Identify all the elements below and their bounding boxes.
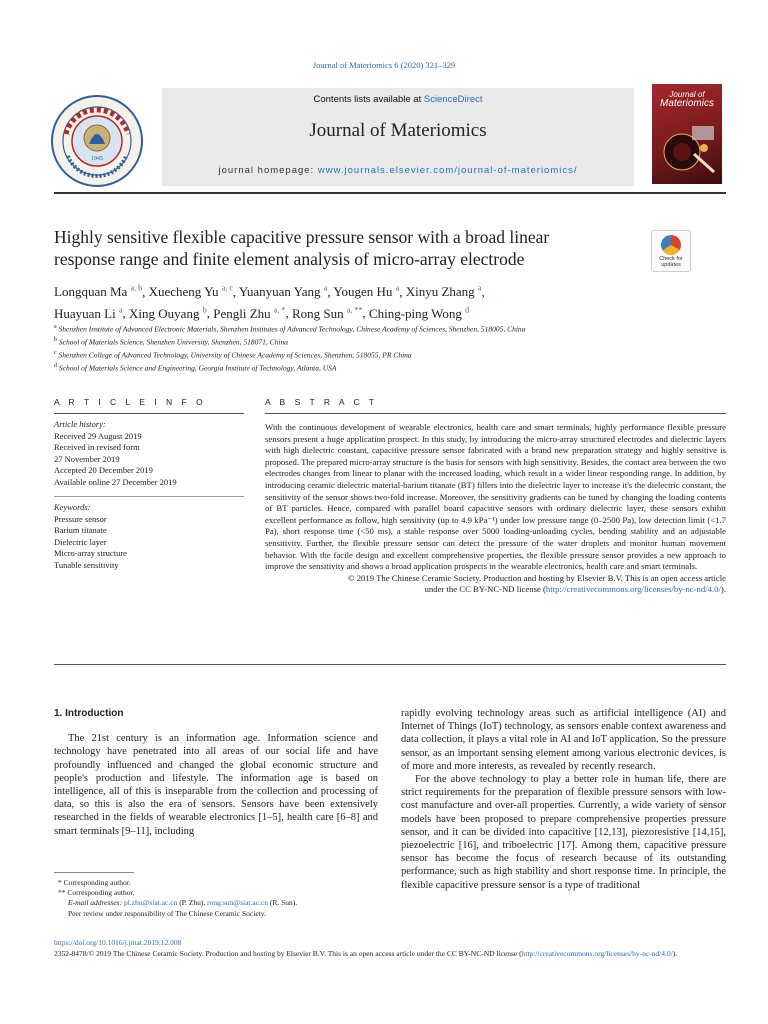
intro-paragraph: For the above technology to play a better role in human life, there are strict requirements for the preparation of flexible pressure sensors with low-cost manufacture and over-all properties. Currently, a wide variety of sensor models have been proposed to prepare comprehensive properties pressure sensor, and it can be divided into capacitive [12,13], piezoresistive [14,15], piezoelectric [16], and triboelectric [17]. Among them, capacitive pressure sensor has become the focus of research because of its outstanding performance, such as high stability and short response time. In principle, the flexible capacitive pressure sensor is a type of traditional — [401, 774, 726, 891]
journal-title: Journal of Materiomics — [309, 120, 487, 141]
article-info-heading: A R T I C L E I N F O — [54, 397, 207, 407]
author[interactable]: Xing Ouyang $^b$ — [129, 305, 207, 321]
author[interactable]: Pengli Zhu $^{a, *}$ — [213, 305, 286, 321]
keyword: Dielectric layer — [54, 536, 107, 547]
check-for-updates-badge[interactable]: Check for updates — [651, 230, 691, 272]
keywords: Keywords: Pressure sensor Barium titanate Dielectric layer Micro-array structure Tunable sensitivity — [54, 502, 244, 571]
seal-year: 1945 — [91, 156, 103, 162]
cover-artwork — [652, 114, 722, 184]
author[interactable]: Xinyu Zhang $^a$ — [405, 284, 482, 300]
affiliation-item: $^a$ Shenzhen Institute of Advanced Electronic Materials, Shenzhen Institutes of Advanced Technology, Chinese Academy of Sciences, Shenzhen, 518005, China — [54, 324, 526, 334]
author[interactable]: Ching-ping Wong $^d$ — [368, 305, 470, 321]
section-heading: 1. Introduction — [54, 708, 124, 719]
keyword: Barium titanate — [54, 525, 107, 535]
keyword: Pressure sensor — [54, 513, 107, 524]
contents-availability: Contents lists available at ScienceDirect — [313, 94, 483, 105]
affiliations — [54, 322, 694, 374]
journal-homepage: journal homepage: www.journals.elsevier.com/journal-of-materiomics/ — [218, 165, 578, 176]
right-column — [401, 707, 726, 892]
left-column — [54, 707, 378, 838]
sciencedirect-link[interactable]: ScienceDirect — [423, 94, 483, 105]
author[interactable]: Huayuan Li $^a$ — [54, 305, 123, 321]
intro-paragraph: rapidly evolving technology areas such as artificial intelligence (AI) and Internet of Things (IoT) technology, as sensors enable context awareness and data collection, it plays a vital role in AI and IoT application. So the pressure sensor, as an important sensing element among various electronic devices, is of more and more interests, as revealed by recently research. — [401, 708, 726, 772]
author[interactable]: Longquan Ma $^{a, b}$ — [54, 284, 143, 300]
history-divider — [54, 496, 244, 497]
abstract-heading: A B S T R A C T — [265, 397, 378, 407]
doi-link[interactable]: https://doi.org/10.1016/j.jmat.2019.12.008 — [54, 938, 182, 947]
homepage-link[interactable]: www.journals.elsevier.com/journal-of-materiomics/ — [317, 165, 578, 176]
keyword: Tunable sensitivity — [54, 559, 119, 570]
check-updates-icon — [661, 235, 681, 255]
journal-reference[interactable]: Journal of Materiomics 6 (2020) 321–329 — [312, 60, 456, 70]
article-title: Highly sensitive flexible capacitive pressure sensor with a broad linear response range and finite element analysis of micro-array electrode — [54, 227, 550, 269]
author[interactable]: Yougen Hu $^a$ — [333, 284, 400, 300]
chinese-ceramic-society-seal — [50, 94, 144, 188]
footnote-divider — [54, 872, 134, 873]
affiliation-item: $^d$ School of Materials Science and Engineering, Georgia Institute of Technology, Atlanta, USA — [54, 363, 337, 373]
abstract-divider — [265, 413, 726, 414]
doi-footer: https://doi.org/10.1016/j.jmat.2019.12.008 2352-8478/© 2019 The Chinese Ceramic Society. Production and hosting by Elsevier B.V. This is an open access article under the CC BY-NC-ND license (http://creativecommons.org/licenses/by-nc-nd/4.0/). — [54, 938, 726, 959]
author[interactable]: Rong Sun $^{a, **}$ — [291, 305, 363, 321]
affiliation-item: $^b$ School of Materials Science, Shenzhen University, Shenzhen, 518071, China — [54, 337, 289, 347]
article-info-divider — [54, 413, 244, 414]
abstract-bottom-divider — [54, 664, 726, 665]
abstract-body: With the continuous development of wearable electronics, health care and smart terminals, highly performance flexible pressure sensors present a huge application prospect. In this study, by introducing the micro-array structured electrodes and dielectric layers with high dielectric constant, capacitive pressure sensor fabricated with a brand new preparation strategy and highly sensitive is proposed. The prepared micro-array structure is the basis for sensors with high sensitivity. Besides, the contact area between the two electrodes changes from linear to planar with the increased loading, which result in a wider linear responding range. In addition, by introducing ceramic dielectric material-barium titanate (BT) fillers into the dielectric layer to increase it's the dielectric constant, the sensitivity of the sensor shows two-fold increase. Moreover, the sensitivity gradients can be tuned by changing the loading contents of BT particles. Hence, compared with parallel board capacitive sensors with ordinary dielectric layer, these sensors exhibit excellent performance as follow, high sensitivity (up to 4.9 kPa⁻¹) under low pressure range (0–2500 Pa), low detection limit (<1.7 Pa), short response time (<50 ms), a stable response over 5000 loading-unloading cycles, bending stability and an adjustable sensitivity. Further, the flexible pressure sensor can detect the pressure of the water droplets and monitor human movement behavior. With the facile design and excellent comprehensive properties, the flexible pressure sensor provides a new approach to improve the sensitivity and shows a broad application prospects in the wearable electronics, health care and smart terminals. © 2019 The Chinese Ceramic Society. Production and hosting by Elsevier B.V. This is an open access article under the CC BY-NC-ND license (http://creativecommons.org/licenses/by-nc-nd/4.0/). — [265, 422, 726, 595]
cover-title: Journal of Materiomics — [660, 90, 714, 109]
footer-license-link[interactable]: http://creativecommons.org/licenses/by-nc-nd/4.0/ — [521, 948, 673, 958]
article-history: Article history: Received 29 August 2019 Received in revised form 27 November 2019 Accepted 20 December 2019 Available online 27 December 2019 — [54, 419, 177, 487]
journal-cover-thumbnail[interactable] — [652, 84, 722, 184]
cc-license-link[interactable]: http://creativecommons.org/licenses/by-nc-nd/4.0/ — [545, 584, 721, 595]
header-divider — [54, 192, 726, 194]
email-link[interactable]: rong.sun@siat.ac.cn — [207, 898, 268, 908]
author[interactable]: Xuecheng Yu $^{a, c}$ — [148, 284, 233, 300]
footnotes: * Corresponding author. ** Corresponding author. E-mail addresses: pl.zhu@siat.ac.cn (P. Zhu), rong.sun@siat.ac.cn (R. Sun). Peer review under responsibility of The Chinese Ceramic Society. — [58, 878, 298, 918]
email-link[interactable]: pl.zhu@siat.ac.cn — [123, 898, 178, 908]
author-list: Longquan Ma $^{a, b}$, Xuecheng Yu $^{a, c}$, Yuanyuan Yang $^a$, Yougen Hu $^a$, Xinyu Zhang $^a$, Huayuan Li $^a$, Xing Ouyang $^b$, Pengli Zhu $^{a, *}$, Rong Sun $^{a, **}$, Ching-ping Wong $^d$ — [54, 284, 485, 321]
keyword: Micro-array structure — [54, 548, 127, 558]
author[interactable]: Yuanyuan Yang $^a$ — [238, 284, 328, 300]
intro-paragraph: The 21st century is an information age. Information science and technology have penetrated into all areas of our social life and have profoundly influenced and changed the global economic structure and people's production and lifestyle. The information age is based on intelligence, all of this is inseparable from the collection and processing of data, so this is also the era of sensors. Sensors have been extensively researched in the fields of wearable electronics [1–5], health care [6–8] and smart terminals [9–11], including — [54, 733, 378, 837]
affiliation-item: $^c$ Shenzhen College of Advanced Technology, University of Chinese Academy of Sciences, Shenzhen, 518055, PR China — [54, 350, 412, 360]
